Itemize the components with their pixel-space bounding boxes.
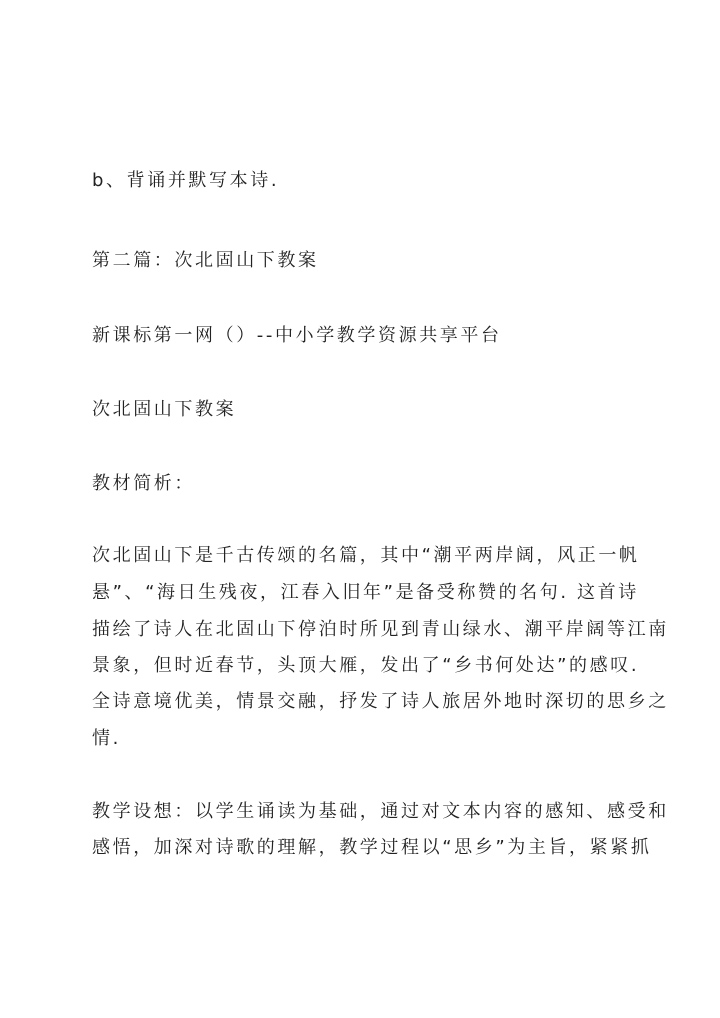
paragraph-line: 情. [92,728,121,749]
paragraph-line: 悬”、“海日生残夜，江春入旧年”是备受称赞的名句. 这首诗 [92,582,639,603]
lesson-title: 次北固山下教案 [92,399,237,420]
paragraph-line: 全诗意境优美，情景交融，抒发了诗人旅居外地时深切的思乡之 [92,691,669,712]
paragraph-line: 感悟，加深对诗歌的理解，教学过程以“思乡”为主旨，紧紧抓 [92,837,652,858]
material-analysis-heading: 教材简析： [92,473,195,494]
recite-instruction: b、背诵并默写本诗. [92,170,280,191]
section-heading: 第二篇：次北固山下教案 [92,250,319,271]
paragraph-line: 描绘了诗人在北固山下停泊时所见到青山绿水、潮平岸阔等江南 [92,619,669,640]
source-line: 新课标第一网（）--中小学教学资源共享平台 [92,325,502,346]
paragraph-line: 教学设想：以学生诵读为基础，通过对文本内容的感知、感受和 [92,801,669,822]
paragraph-line: 景象，但时近春节，头顶大雁，发出了“乡书何处达”的感叹. [92,655,640,676]
paragraph-line: 次北固山下是千古传颂的名篇，其中“潮平两岸阔，风正一帆 [92,545,640,566]
